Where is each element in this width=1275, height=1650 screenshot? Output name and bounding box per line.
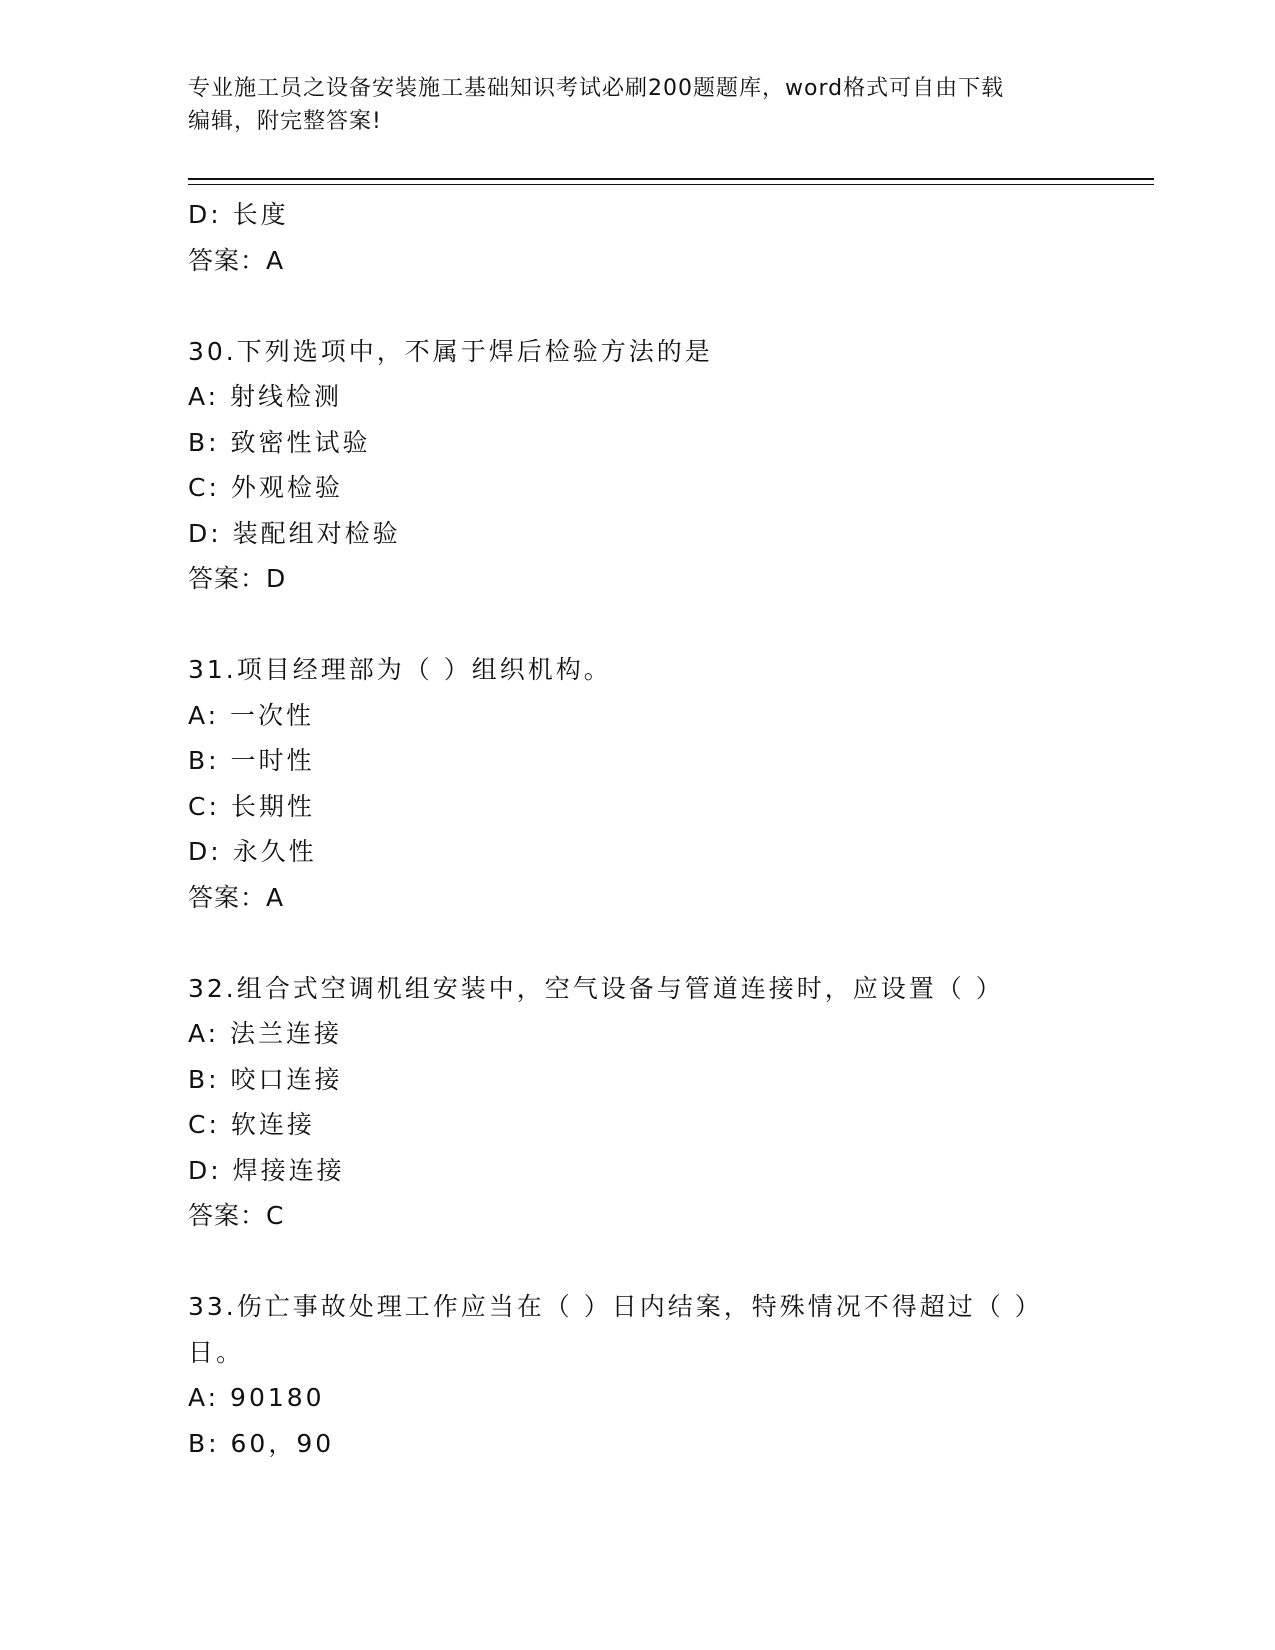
option-b: B: 一时性 (188, 746, 315, 775)
option-a: A: 射线检测 (188, 382, 343, 411)
question-list (188, 192, 1108, 1466)
option-a: A: 法兰连接 (188, 1019, 343, 1048)
answer: 答案：D (188, 564, 287, 593)
header-rule-thick (188, 178, 1154, 180)
question-stem-line-1: 33.伤亡事故处理工作应当在（ ）日内结案，特殊情况不得超过（ ） (188, 1292, 1043, 1321)
header-line-1: 专业施工员之设备安装施工基础知识考试必刷200题题库，word格式可自由下载 (188, 76, 1005, 101)
header-line-2: 编辑，附完整答案! (188, 109, 382, 134)
option-d: D: 长度 (188, 200, 289, 229)
option-a: A: 一次性 (188, 700, 315, 730)
question-32 (188, 966, 1108, 1239)
question-31 (188, 647, 1108, 920)
spacer (188, 283, 1108, 329)
spacer (188, 920, 1108, 966)
option-d: D: 装配组对检验 (188, 518, 401, 548)
question-33 (188, 1284, 1108, 1466)
question-stem-line-2: 日。 (188, 1337, 245, 1367)
option-c: C: 软连接 (188, 1110, 315, 1139)
question-stem: 32.组合式空调机组安装中，空气设备与管道连接时，应设置（ ） (188, 973, 1004, 1003)
question-30 (188, 329, 1108, 602)
option-c: C: 外观检验 (188, 473, 343, 502)
answer: 答案：C (188, 1201, 285, 1230)
option-a: A: 90180 (188, 1383, 325, 1412)
document-header (188, 72, 1068, 138)
option-b: B: 致密性试验 (188, 427, 371, 457)
option-b: B: 咬口连接 (188, 1064, 343, 1094)
option-d: D: 焊接连接 (188, 1155, 345, 1185)
option-c: C: 长期性 (188, 791, 315, 821)
question-stem: 31.项目经理部为（ ）组织机构。 (188, 655, 612, 684)
header-rule-thin (188, 184, 1154, 185)
option-d: D: 永久性 (188, 837, 317, 866)
question-stem: 30.下列选项中，不属于焊后检验方法的是 (188, 336, 713, 366)
answer: 答案：A (188, 245, 285, 275)
option-b: B: 60，90 (188, 1428, 335, 1458)
answer: 答案：A (188, 882, 285, 912)
spacer (188, 1239, 1108, 1285)
spacer (188, 602, 1108, 648)
